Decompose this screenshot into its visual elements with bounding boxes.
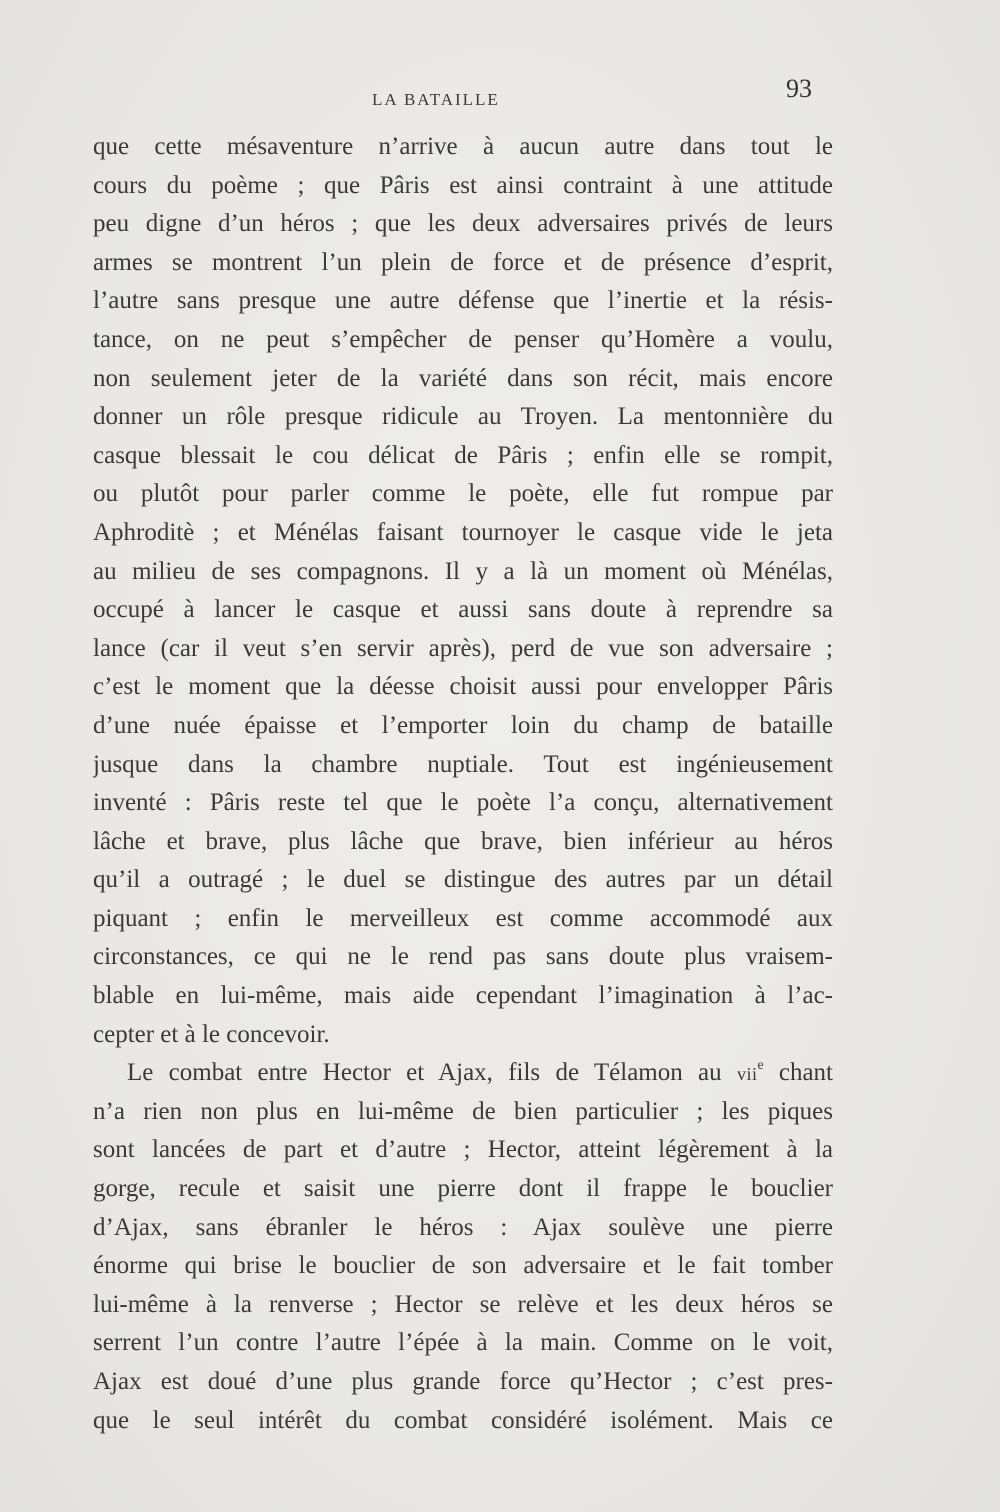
text-line: donner un rôle presque ridicule au Troyen. La mentonnière du <box>93 403 833 431</box>
page-number: 93 <box>786 74 812 103</box>
paragraph-first-line <box>93 1054 833 1093</box>
ordinal-superscript: e <box>757 1057 764 1073</box>
text-line: énorme qui brise le bouclier de son adversaire et le fait tomber <box>93 1252 833 1280</box>
text-line: d’Ajax, sans ébranler le héros : Ajax soulève une pierre <box>93 1213 833 1241</box>
text-line: casque blessait le cou délicat de Pâris ; enfin elle se rompit, <box>93 441 833 469</box>
text-fragment: Le combat entre Hector et Ajax, fils de Télamon au <box>127 1059 737 1087</box>
text-line: tance, on ne peut s’empêcher de penser qu’Homère a voulu, <box>93 325 833 353</box>
text-fragment: chant <box>763 1059 833 1087</box>
text-line: n’a rien non plus en lui-même de bien particulier ; les piques <box>93 1097 833 1125</box>
text-line: non seulement jeter de la variété dans son récit, mais encore <box>93 364 833 392</box>
text-line: serrent l’un contre l’autre l’épée à la main. Comme on le voit, <box>93 1329 833 1357</box>
text-line: armes se montrent l’un plein de force et de présence d’esprit, <box>93 248 833 276</box>
text-line: piquant ; enfin le merveilleux est comme accommodé aux <box>93 904 833 932</box>
text-line: occupé à lancer le casque et aussi sans doute à reprendre sa <box>93 596 833 624</box>
running-title: LA BATAILLE <box>372 90 500 109</box>
text-line: l’autre sans presque une autre défense que l’inertie et la résis- <box>93 287 833 315</box>
text-line: jusque dans la chambre nuptiale. Tout est ingénieusement <box>93 750 833 778</box>
text-line: au milieu de ses compagnons. Il y a là un moment où Ménélas, <box>93 557 833 585</box>
text-line: que le seul intérêt du combat considéré isolément. Mais ce <box>93 1406 833 1434</box>
text-line: lance (car il veut s’en servir après), perd de vue son adversaire ; <box>93 634 833 662</box>
text-line: d’une nuée épaisse et l’emporter loin du champ de bataille <box>93 711 833 739</box>
text-line: cepter et à le concevoir. <box>93 1020 330 1048</box>
text-line: lui-même à la renverse ; Hector se relève et les deux héros se <box>93 1290 833 1318</box>
text-line: ou plutôt pour parler comme le poète, elle fut rompue par <box>93 480 833 508</box>
text-line: blable en lui-même, mais aide cependant l’imagination à l’ac- <box>93 982 833 1010</box>
text-line: circonstances, ce qui ne le rend pas sans doute plus vraisem- <box>93 943 833 971</box>
text-line: c’est le moment que la déesse choisit aussi pour envelopper Pâris <box>93 673 833 701</box>
text-line: lâche et brave, plus lâche que brave, bien inférieur au héros <box>93 827 833 855</box>
text-line: cours du poème ; que Pâris est ainsi contraint à une attitude <box>93 171 833 199</box>
chant-numeral: vii <box>736 1064 758 1085</box>
text-line: qu’il a outragé ; le duel se distingue des autres par un détail <box>93 866 833 894</box>
text-line: que cette mésaventure n’arrive à aucun autre dans tout le <box>93 133 833 160</box>
text-line: Ajax est doué d’une plus grande force qu’Hector ; c’est pres- <box>93 1368 833 1395</box>
text-line: peu digne d’un héros ; que les deux adversaires privés de leurs <box>93 210 833 238</box>
text-line: inventé : Pâris reste tel que le poète l’a conçu, alternativement <box>93 789 833 817</box>
body-text <box>93 128 833 1440</box>
text-line: gorge, recule et saisit une pierre dont il frappe le bouclier <box>93 1175 833 1203</box>
text-line: sont lancées de part et d’autre ; Hector, atteint légèrement à la <box>93 1136 833 1164</box>
text-line: Aphroditè ; et Ménélas faisant tournoyer le casque vide le jeta <box>93 518 833 546</box>
